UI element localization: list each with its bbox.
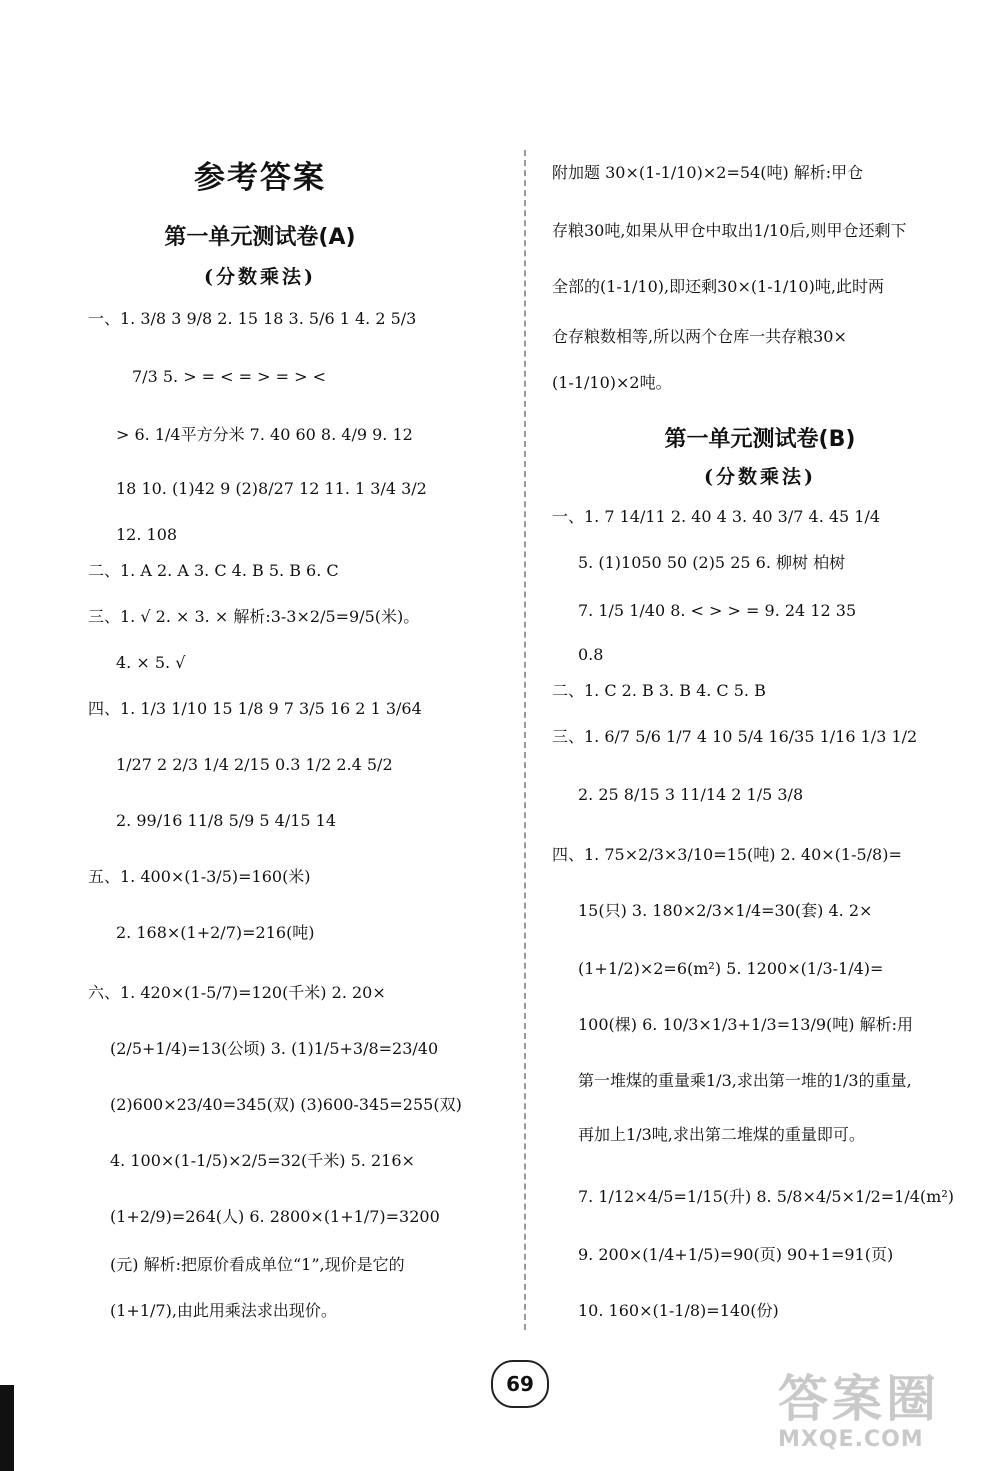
answer-line: 一、1. 3/8 3 9/8 2. 15 18 3. 5/6 1 4. 2 5/3 bbox=[88, 309, 417, 328]
answer-line: 9. 200×(1/4+1/5)=90(页) 90+1=91(页) bbox=[578, 1245, 894, 1264]
answer-line: 7/3 5. > = < = > = > < bbox=[132, 367, 327, 386]
answer-line: 4. × 5. √ bbox=[116, 653, 186, 672]
section-subtitle-a: (分数乘法) bbox=[204, 266, 316, 288]
answer-line: 2. 25 8/15 3 11/14 2 1/5 3/8 bbox=[578, 785, 804, 804]
answer-line: 四、1. 75×2/3×3/10=15(吨) 2. 40×(1-5/8)= bbox=[552, 845, 902, 864]
answer-line: 第一堆煤的重量乘1/3,求出第一堆的1/3的重量, bbox=[578, 1071, 912, 1090]
watermark bbox=[778, 1370, 992, 1460]
answer-line: 二、1. A 2. A 3. C 4. B 5. B 6. C bbox=[88, 561, 339, 580]
bonus-line: (1-1/10)×2吨。 bbox=[552, 373, 672, 392]
answer-line: (1+1/7),由此用乘法求出现价。 bbox=[110, 1301, 337, 1320]
page-number: 69 bbox=[491, 1360, 549, 1408]
section-title-b: 第一单元测试卷(B) bbox=[664, 427, 856, 452]
column-divider bbox=[524, 150, 526, 1330]
answer-line: 1/27 2 2/3 1/4 2/15 0.3 1/2 2.4 5/2 bbox=[116, 755, 393, 774]
answer-line: 2. 99/16 11/8 5/9 5 4/15 14 bbox=[116, 811, 337, 830]
answer-line: 三、1. √ 2. × 3. × 解析:3-3×2/5=9/5(米)。 bbox=[88, 607, 420, 626]
answer-line: 一、1. 7 14/11 2. 40 4 3. 40 3/7 4. 45 1/4 bbox=[552, 507, 881, 526]
answer-line: 2. 168×(1+2/7)=216(吨) bbox=[116, 923, 315, 942]
section-subtitle-b: (分数乘法) bbox=[704, 466, 816, 488]
answer-line: 六、1. 420×(1-5/7)=120(千米) 2. 20× bbox=[88, 983, 386, 1002]
answer-line: 五、1. 400×(1-3/5)=160(米) bbox=[88, 867, 311, 886]
scan-edge-bar bbox=[0, 1385, 14, 1471]
answer-line: (元) 解析:把原价看成单位“1”,现价是它的 bbox=[110, 1255, 405, 1274]
answer-line: 4. 100×(1-1/5)×2/5=32(千米) 5. 216× bbox=[110, 1151, 415, 1170]
answer-line: 7. 1/5 1/40 8. < > > = 9. 24 12 35 bbox=[578, 601, 857, 620]
page-title: 参考答案 bbox=[194, 160, 326, 196]
answer-line: 7. 1/12×4/5=1/15(升) 8. 5/8×4/5×1/2=1/4(m²) bbox=[578, 1187, 954, 1206]
answer-line: (1+2/9)=264(人) 6. 2800×(1+1/7)=3200 bbox=[110, 1207, 440, 1226]
answer-line: 5. (1)1050 50 (2)5 25 6. 柳树 柏树 bbox=[578, 553, 846, 572]
section-title-a: 第一单元测试卷(A) bbox=[164, 225, 356, 250]
answer-line: 18 10. (1)42 9 (2)8/27 12 11. 1 3/4 3/2 bbox=[116, 479, 427, 498]
answer-line: 0.8 bbox=[578, 645, 604, 664]
answer-line: (2)600×23/40=345(双) (3)600-345=255(双) bbox=[110, 1095, 462, 1114]
bonus-line: 仓存粮数相等,所以两个仓库一共存粮30× bbox=[552, 327, 847, 346]
answer-line: 100(棵) 6. 10/3×1/3+1/3=13/9(吨) 解析:用 bbox=[578, 1015, 914, 1034]
answer-line: 再加上1/3吨,求出第二堆煤的重量即可。 bbox=[578, 1125, 865, 1144]
answer-line: 15(只) 3. 180×2/3×1/4=30(套) 4. 2× bbox=[578, 901, 873, 920]
answer-line: (2/5+1/4)=13(公顷) 3. (1)1/5+3/8=23/40 bbox=[110, 1039, 439, 1058]
bonus-line: 存粮30吨,如果从甲仓中取出1/10后,则甲仓还剩下 bbox=[552, 221, 907, 240]
watermark-url: MXQE.COM bbox=[778, 1427, 924, 1452]
bonus-line: 全部的(1-1/10),即还剩30×(1-1/10)吨,此时两 bbox=[552, 277, 884, 296]
answer-line: 四、1. 1/3 1/10 15 1/8 9 7 3/5 16 2 1 3/64 bbox=[88, 699, 422, 718]
answer-line: > 6. 1/4平方分米 7. 40 60 8. 4/9 9. 12 bbox=[116, 425, 413, 444]
answer-line: (1+1/2)×2=6(m²) 5. 1200×(1/3-1/4)= bbox=[578, 959, 884, 978]
answer-line: 三、1. 6/7 5/6 1/7 4 10 5/4 16/35 1/16 1/3 1/2 bbox=[552, 727, 918, 746]
answer-line: 10. 160×(1-1/8)=140(份) bbox=[578, 1301, 779, 1320]
answer-line: 二、1. C 2. B 3. B 4. C 5. B bbox=[552, 681, 766, 700]
answer-line: 12. 108 bbox=[116, 525, 178, 544]
bonus-line: 附加题 30×(1-1/10)×2=54(吨) 解析:甲仓 bbox=[552, 163, 864, 182]
watermark-logo: 答案圈 bbox=[778, 1370, 940, 1428]
